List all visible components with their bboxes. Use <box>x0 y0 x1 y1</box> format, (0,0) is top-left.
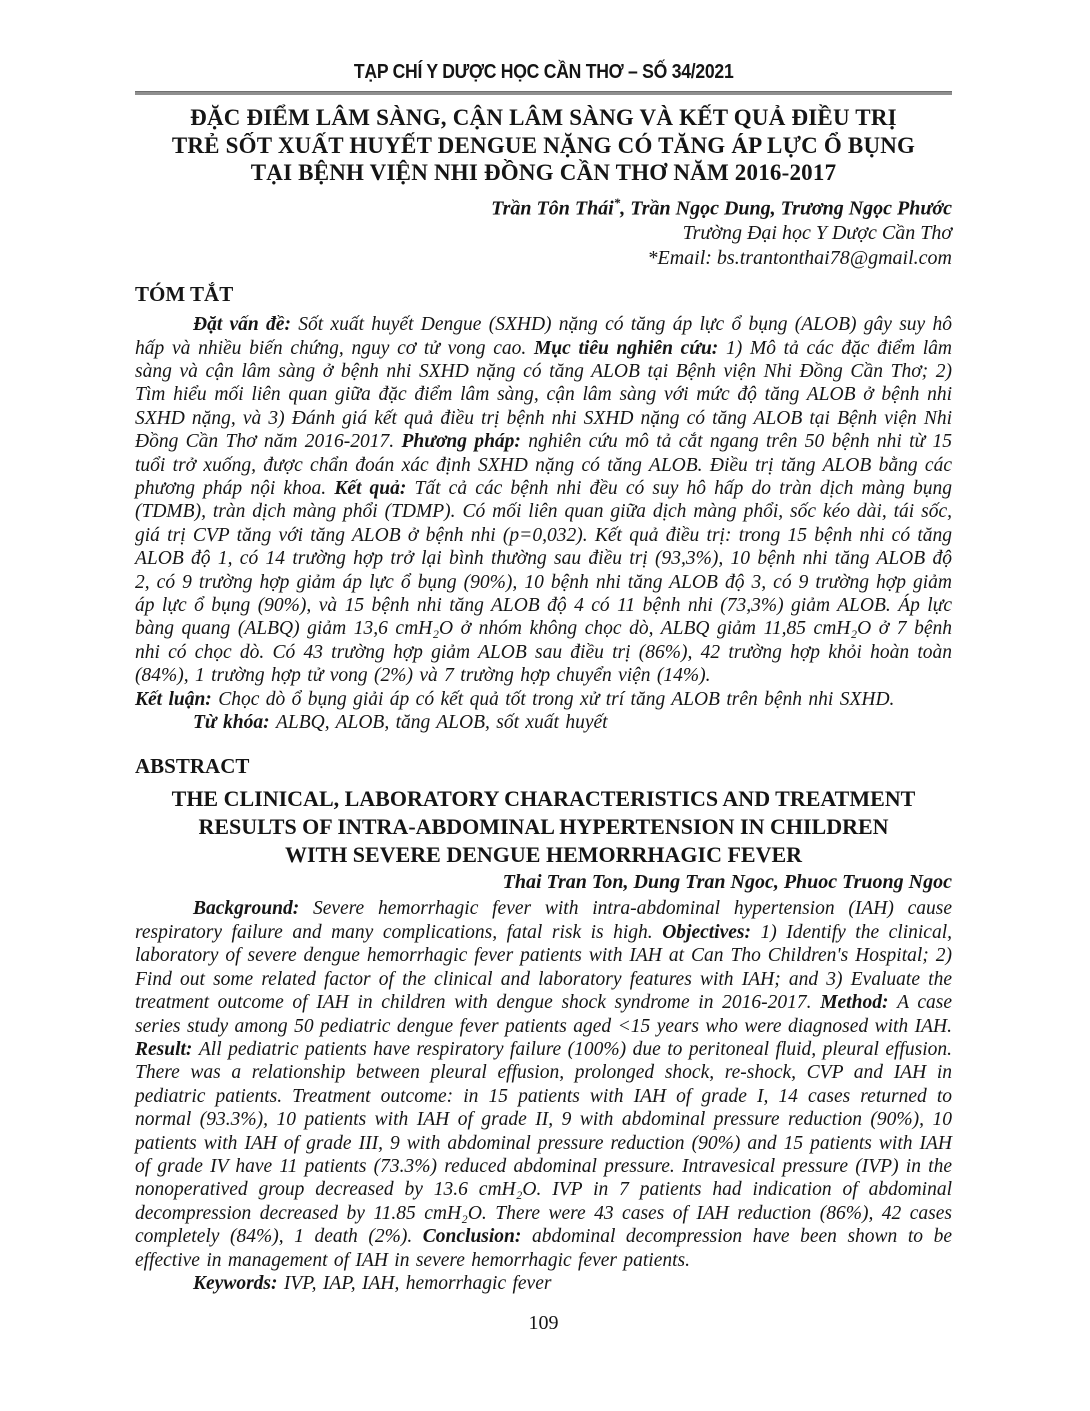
abstract-en-keywords: Keywords: IVP, IAP, IAH, hemorrhagic fever <box>193 1272 552 1294</box>
corresponding-email: *Email: bs.trantonthai78@gmail.com <box>647 247 952 270</box>
authors-en: Thai Tran Ton, Dung Tran Ngoc, Phuoc Truong Ngoc <box>502 871 952 894</box>
section-heading-tom-tat: TÓM TẮT <box>135 282 234 307</box>
authors-vi: Trần Tôn Thái*, Trần Ngọc Dung, Trương Ngọc Phước <box>491 194 952 220</box>
abstract-vi-keywords: Từ khóa: ALBQ, ALOB, tăng ALOB, sốt xuất huyết <box>193 712 608 734</box>
article-title-vi-line2: TRẺ SỐT XUẤT HUYẾT DENGUE NẶNG CÓ TĂNG ÁP LỰC Ổ BỤNG <box>171 132 916 158</box>
article-title-vi <box>135 104 952 187</box>
abstract-en-main-paragraph: Background: Severe hemorrhagic fever with intra-abdominal hypertension (IAH) cause respiratory failure and many complications, fatal risk is high. Objectives: 1) Identify the clinical, laboratory of severe dengue hemorrhagic fever patients with IAH at Can Tho Children's Hospital; 2) Find out some related factor of the clinical and laboratory features with IAH; and 3) Evaluate the treatment outcome of IAH in children with dengue shock syndrome in 2016-2017. Method: A case series study among 50 pediatric dengue fever patients aged <15 years who were diagnosed with IAH. Result: All pediatric patients have respiratory failure (100%) due to peritoneal fluid, pleural effusion. There was a relationship between pleural effusion, prolonged shock, re-shock, CVP and IAH in pediatric patients. Treatment outcome: in 15 patients with IAH of grade I, 14 cases returned to normal (93.3%), 10 patients with IAH of grade II, 9 with abdominal pressure reduction (90%), 10 patients with IAH of grade III, 9 with abdominal pressure reduction (90%) and 15 patients with IAH of grade IV have 11 patients (73.3%) reduced abdominal pressure. Intravesical pressure (IVP) in the nonoperatived group decreased by 13.6 cmH₂O. IVP in 7 patients had indication of abdominal decompression decreased by 11.85 cmH₂O. There were 43 cases of IAH reduction (86%), 42 cases completely (84%), 1 death (2%). Conclusion: abdominal decompression have been shown to be effective in management of IAH in severe hemorrhagic fever patients. <box>135 898 953 1271</box>
running-head-text: TẠP CHÍ Y DƯỢC HỌC CẦN THƠ – SỐ 34/2021 <box>353 61 734 83</box>
section-heading-abstract: ABSTRACT <box>135 754 250 779</box>
article-title-en-line3: WITH SEVERE DENGUE HEMORRHAGIC FEVER <box>284 842 803 868</box>
article-title-vi-line1: ĐẶC ĐIỂM LÂM SÀNG, CẬN LÂM SÀNG VÀ KẾT QUẢ ĐIỀU TRỊ <box>190 105 897 130</box>
abstract-vi-conclusion: Kết luận: Chọc dò ổ bụng giải áp có kết quả tốt trong xử trí tăng ALOB trên bệnh nhi SXHD. <box>135 688 895 710</box>
running-head <box>135 60 952 84</box>
page-number: 109 <box>528 1312 559 1335</box>
header-divider <box>135 91 952 95</box>
abstract-vi-main-paragraph: Đặt vấn đề: Sốt xuất huyết Dengue (SXHD) nặng có tăng áp lực ổ bụng (ALOB) gây suy hô hấp và nhiều biến chứng, nguy cơ tử vong cao. Mục tiêu nghiên cứu: 1) Mô tả các đặc điểm lâm sàng và cận lâm sàng ở bệnh nhi SXHD nặng có tăng ALOB tại Bệnh viện Nhi Đồng Cần Thơ; 2) Tìm hiểu mối liên quan giữa đặc điểm lâm sàng, cận lâm sàng với mức độ tăng ALOB ở bệnh nhi SXHD nặng, và 3) Đánh giá kết quả điều trị bệnh nhi SXHD nặng có tăng ALOB tại Bệnh viện Nhi Đồng Cần Thơ năm 2016-2017. Phương pháp: nghiên cứu mô tả cắt ngang trên 50 bệnh nhi từ 15 tuổi trở xuống, được chẩn đoán xác định SXHD nặng có tăng ALOB. Điều trị tăng ALOB bằng các phương pháp nội khoa. Kết quả: Tất cả các bệnh nhi đều có suy hô hấp do tràn dịch màng bụng (TDMB), tràn dịch màng phổi (TDMP). Có mối liên quan giữa dịch màng phổi, sốc kéo dài, tái sốc, giá trị CVP tăng với tăng ALOB ở bệnh nhi (p=0,032). Kết quả điều trị: trong 15 bệnh nhi có tăng ALOB độ 1, có 14 trường hợp trở lại bình thường sau điều trị (93,3%), 10 bệnh nhi tăng ALOB độ 2, có 9 trường hợp giảm áp lực ổ bụng (90%), 10 bệnh nhi tăng ALOB độ 3, có 9 trường hợp giảm áp lực ổ bụng (90%), và 15 bệnh nhi tăng ALOB độ 4 có 11 bệnh nhi (73,3%) giảm ALOB. Áp lực bàng quang (ALBQ) giảm 13,6 cmH₂O ở nhóm không chọc dò, ALBQ giảm 11,85 cmH₂O ở 7 bệnh nhi có chọc dò. Có 43 trường hợp giảm ALOB sau điều trị (86%), 42 trường hợp khỏi hoàn toàn (84%), 1 trường hợp tử vong (2%) và 7 trường hợp chuyển viện (14%). <box>135 314 952 687</box>
affiliation: Trường Đại học Y Dược Cần Thơ <box>682 222 952 245</box>
article-title-en-line2: RESULTS OF INTRA-ABDOMINAL HYPERTENSION IN CHILDREN <box>198 814 889 840</box>
article-title-vi-line3: TẠI BỆNH VIỆN NHI ĐỒNG CẦN THƠ NĂM 2016-2017 <box>250 160 837 185</box>
article-title-en-line1: THE CLINICAL, LABORATORY CHARACTERISTICS AND TREATMENT <box>171 786 916 812</box>
article-title-en <box>135 785 952 869</box>
